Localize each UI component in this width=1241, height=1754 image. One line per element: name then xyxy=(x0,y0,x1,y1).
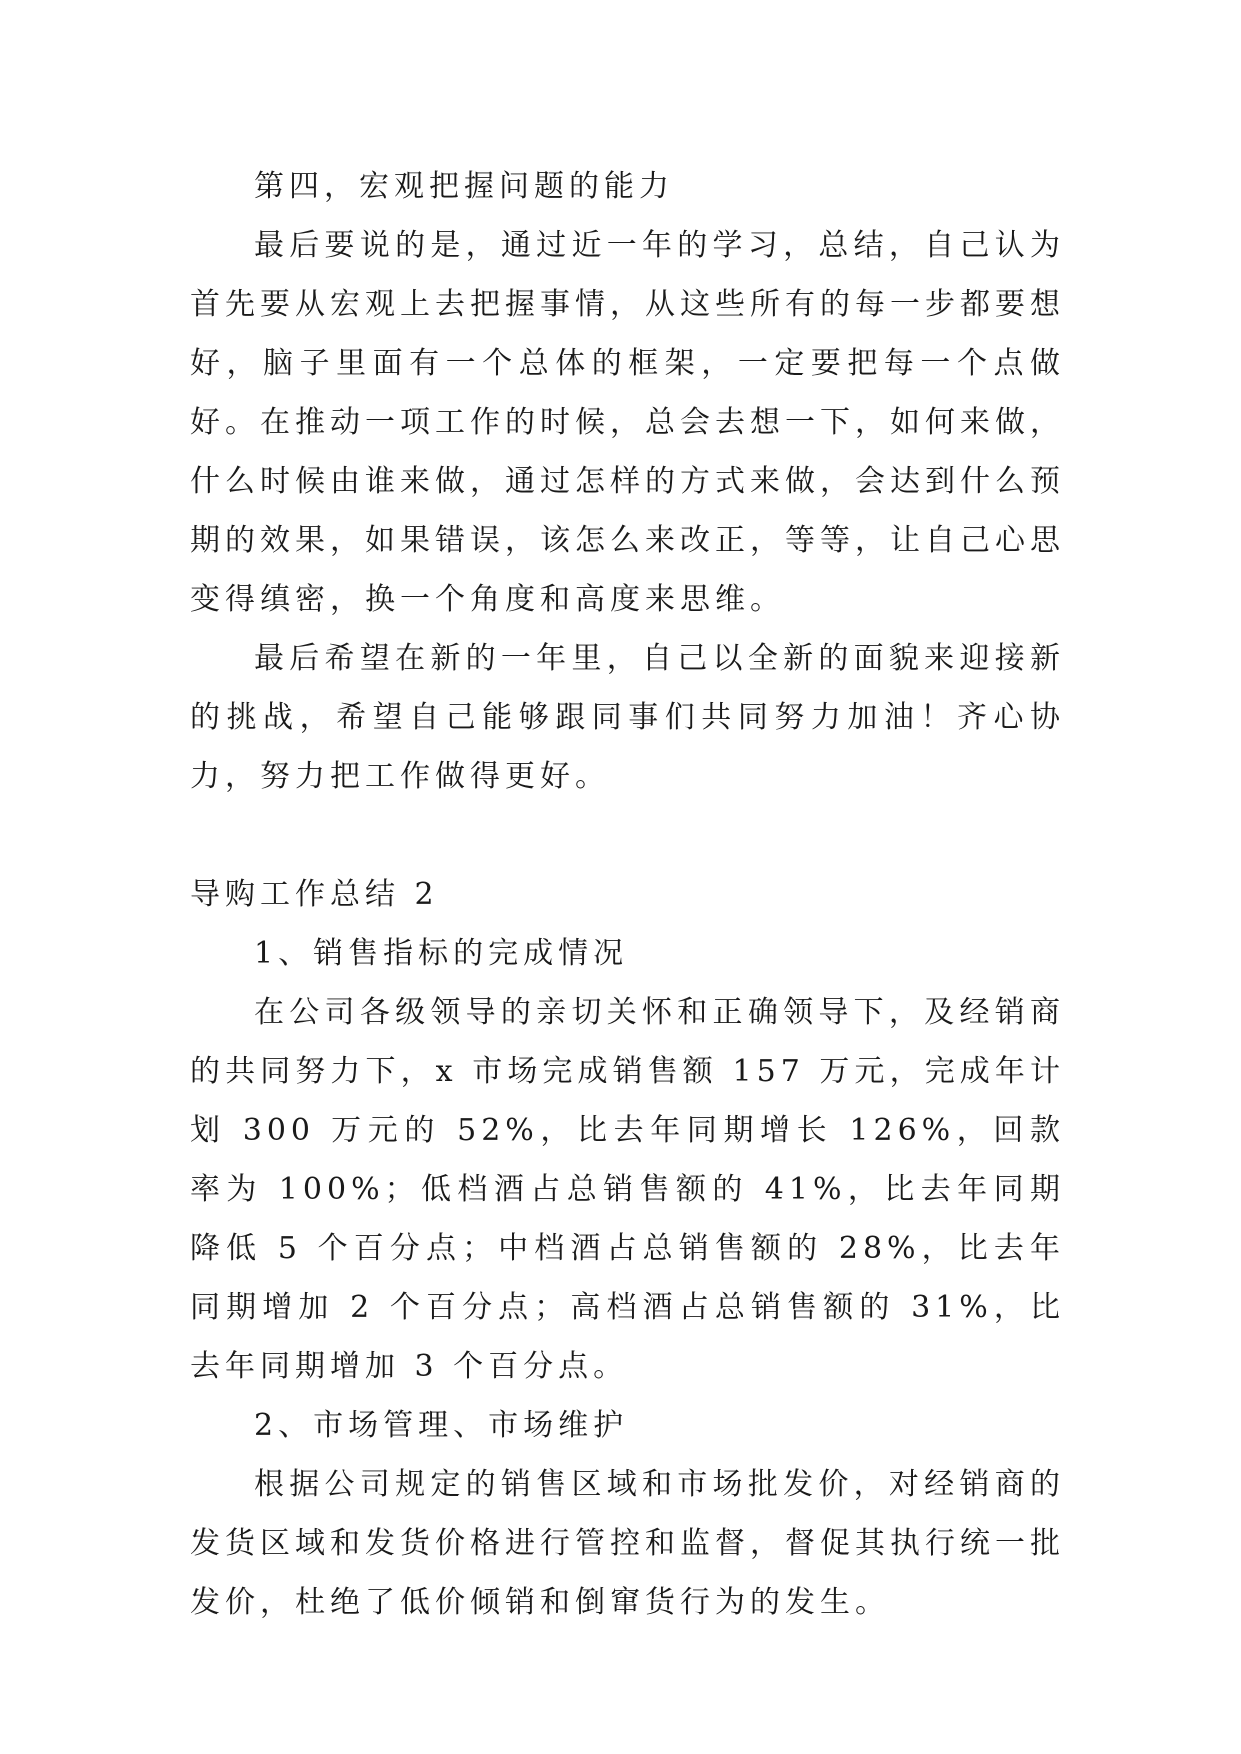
paragraph-new-year-hope: 最后希望在新的一年里，自己以全新的面貌来迎接新的挑战，希望自己能够跟同事们共同努力加油！齐心协力，努力把工作做得更好。 xyxy=(190,641,1065,794)
section-title: 导购工作总结 2 xyxy=(190,877,439,912)
paragraph-heading-macro-ability: 第四，宏观把握问题的能力 xyxy=(254,169,674,204)
document-body xyxy=(190,157,1065,1632)
paragraph-summary-conclusion: 最后要说的是，通过近一年的学习，总结，自己认为首先要从宏观上去把握事情，从这些所有的每一步都要想好，脑子里面有一个总体的框架，一定要把每一个点做好。在推动一项工作的时候，总会去想一下，如何来做，什么时候由谁来做，通过怎样的方式来做，会达到什么预期的效果，如果错误，该怎么来改正，等等，让自己心思变得缜密，换一个角度和高度来思维。 xyxy=(190,228,1065,617)
subheading-sales-targets: 1、销售指标的完成情况 xyxy=(254,936,629,971)
paragraph-market-management: 根据公司规定的销售区域和市场批发价，对经销商的发货区域和发货价格进行管控和监督，督促其执行统一批发价，杜绝了低价倾销和倒窜货行为的发生。 xyxy=(190,1467,1065,1620)
subheading-market-management: 2、市场管理、市场维护 xyxy=(254,1408,629,1443)
paragraph-sales-figures: 在公司各级领导的亲切关怀和正确领导下，及经销商的共同努力下，x 市场完成销售额 157 万元，完成年计划 300 万元的 52%，比去年同期增长 126%，回款率为 100%；低档酒占总销售额的 41%，比去年同期降低 5 个百分点；中档酒占总销售额的 28%，比去年同期增加 2 个百分点；高档酒占总销售额的 31%，比去年同期增加 3 个百分点。 xyxy=(190,995,1065,1384)
